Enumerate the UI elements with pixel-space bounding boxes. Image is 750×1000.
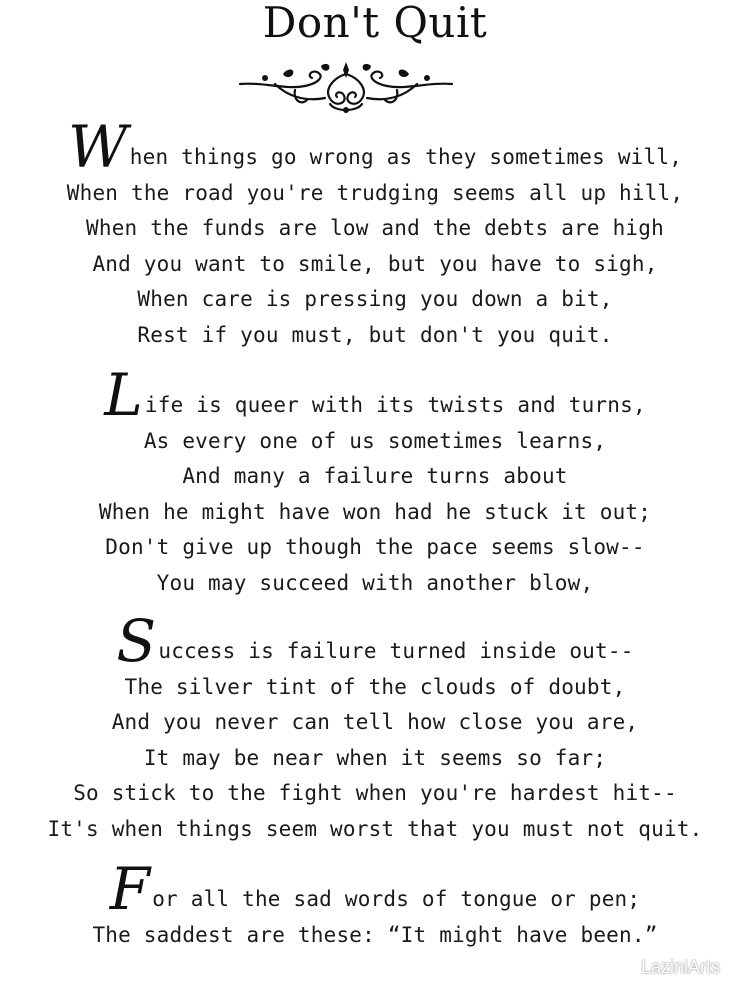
- poem-line: Don't give up though the pace seems slow--: [105, 535, 645, 559]
- poem-line: When things go wrong as they sometimes will,: [67, 113, 683, 181]
- poem-line: And you want to smile, but you have to sigh,: [92, 251, 658, 276]
- poem-line: It's when things seem worst that you must not quit.: [47, 816, 703, 841]
- poem-line: And you never can tell how close you are,: [111, 710, 639, 734]
- poem-line: Life is queer with its twists and turns,: [104, 361, 646, 429]
- page-title: Don't Quit: [262, 0, 488, 47]
- stanza-4: [0, 855, 750, 953]
- poem-line: You may succeed with another blow,: [156, 570, 594, 595]
- poem-line: When the funds are low and the debts are high: [86, 216, 664, 240]
- poem-line: So stick to the fight when you're hardest hit--: [73, 781, 677, 805]
- poem-line: When he might have won had he stuck it out;: [98, 499, 652, 524]
- line-text: hen things go wrong as they sometimes will,: [129, 145, 683, 169]
- line-text: ife is queer with its twists and turns,: [144, 393, 646, 417]
- stanza-1: [0, 113, 750, 353]
- poem-line: When the road you're trudging seems all up hill,: [66, 180, 684, 205]
- poem-line: Success is failure turned inside out--: [116, 607, 634, 675]
- poem-line: The silver tint of the clouds of doubt,: [124, 674, 626, 699]
- line-text: or all the sad words of tongue or pen;: [152, 887, 641, 911]
- poem-line: The saddest are these: “It might have been.”: [92, 922, 658, 947]
- stanza-3: [0, 607, 750, 847]
- poem-line: As every one of us sometimes learns,: [143, 428, 607, 453]
- watermark: LaziniArts: [640, 957, 720, 977]
- poem-line: Rest if you must, but don't you quit.: [137, 322, 613, 347]
- line-text: uccess is failure turned inside out--: [158, 639, 634, 663]
- poem-line: For all the sad words of tongue or pen;: [109, 855, 641, 923]
- flourish-ornament: [235, 60, 457, 120]
- poem-line: And many a failure turns about: [182, 464, 568, 488]
- poem-line: It may be near when it seems so far;: [143, 745, 607, 770]
- poem-line: When care is pressing you down a bit,: [137, 287, 613, 311]
- stanza-2: [0, 361, 750, 601]
